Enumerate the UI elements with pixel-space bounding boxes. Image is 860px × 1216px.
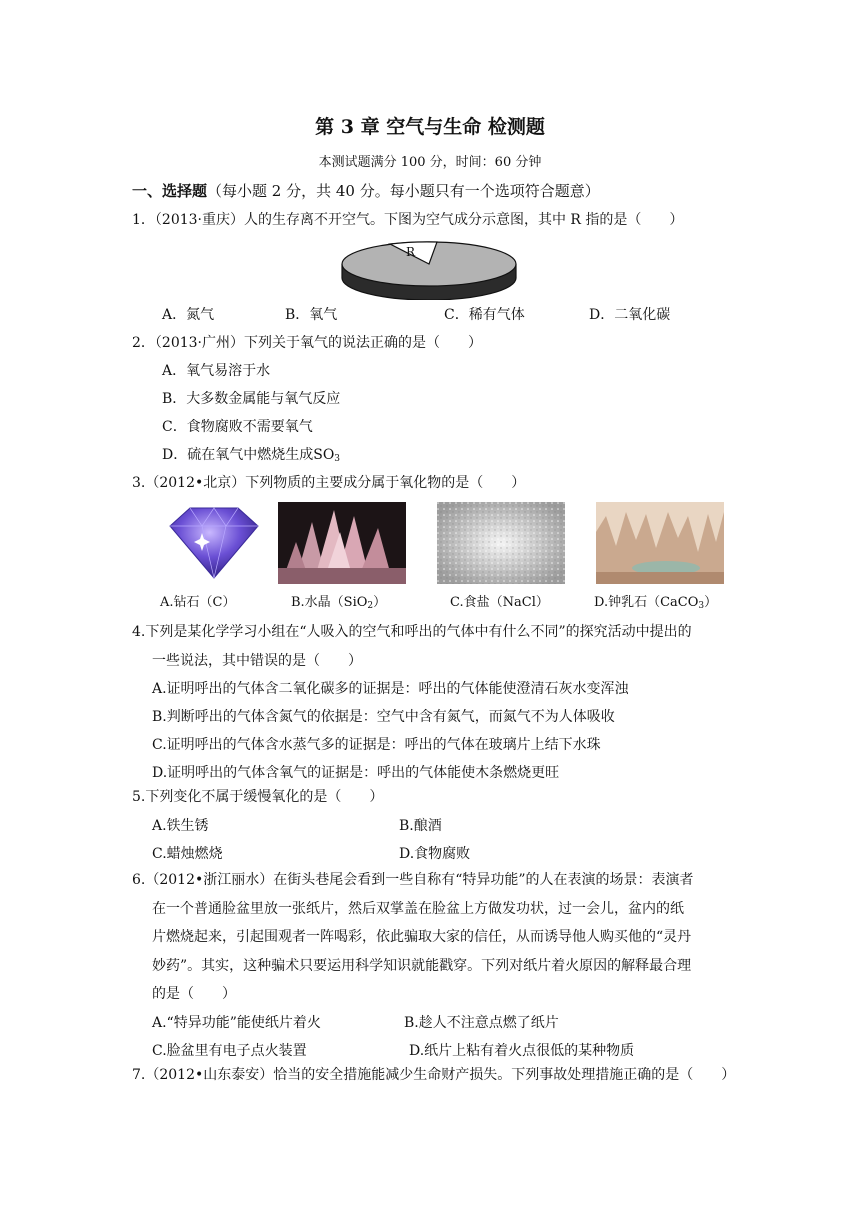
q3-caption-d-subscript: 3	[698, 601, 705, 611]
q4-stem-line2: 一些说法，其中错误的是（ ）	[152, 653, 362, 669]
section-note: （每小题 2 分，共 40 分。每小题只有一个选项符合题意）	[207, 182, 600, 200]
q6-option-d: D.纸片上粘有着火点很低的某种物质	[409, 1043, 635, 1059]
q5-stem: 5.下列变化不属于缓慢氧化的是（ ）	[132, 789, 384, 805]
q2-option-c: C．食物腐败不需要氧气	[162, 419, 313, 435]
page-subtitle: 本测试题满分 100 分，时间：60 分钟	[318, 155, 542, 170]
q4-option-b: B.判断呼出的气体含氮气的依据是：空气中含有氮气，而氮气不为人体吸收	[152, 709, 615, 725]
q3-caption-d	[594, 596, 717, 611]
q4-option-a: A.证明呼出的气体含二氧化碳多的证据是：呼出的气体能使澄清石灰水变浑浊	[152, 681, 629, 697]
air-composition-pie-chart	[338, 236, 520, 300]
q6-option-c: C.脸盆里有电子点火装置	[152, 1043, 307, 1059]
q2-option-d-text: D．硫在氧气中燃烧生成SO	[162, 447, 335, 463]
diamond-photo	[150, 502, 278, 584]
q6-option-b: B.趁人不注意点燃了纸片	[404, 1015, 559, 1031]
q5-option-c: C.蜡烛燃烧	[152, 846, 223, 862]
q5-option-d: D.食物腐败	[399, 846, 471, 862]
q1-option-d: D．二氧化碳	[589, 307, 671, 323]
q3-caption-b-text: B.水晶（SiO	[291, 595, 368, 610]
q3-caption-d-close: ）	[704, 595, 718, 610]
q3-stem: 3.（2012•北京）下列物质的主要成分属于氧化物的是（ ）	[132, 475, 526, 491]
q6-stem-line2: 在一个普通脸盆里放一张纸片，然后双掌盖在脸盆上方做发功状，过一会儿，盆内的纸	[152, 901, 684, 917]
stalactite-photo	[596, 502, 724, 584]
q2-option-a: A．氧气易溶于水	[162, 363, 271, 379]
q1-option-c: C．稀有气体	[444, 307, 525, 323]
q2-option-d	[162, 448, 340, 464]
q1-option-a: A．氮气	[162, 307, 215, 323]
q3-caption-a: A.钻石（C）	[160, 595, 236, 610]
q1-option-b: B．氧气	[285, 307, 338, 323]
q6-option-a: A.“特异功能”能使纸片着火	[152, 1015, 321, 1031]
pie-slice-r-label: R	[406, 245, 416, 259]
q4-stem-line1: 4.下列是某化学学习小组在“人吸入的空气和呼出的气体中有什么不同”的探究活动中提出的	[132, 624, 692, 640]
q2-option-b: B．大多数金属能与氧气反应	[162, 391, 341, 407]
q1-stem: 1．（2013·重庆）人的生存离不开空气。下图为空气成分示意图，其中 R 指的是（ ）	[132, 212, 684, 228]
section-title: 一、选择题	[132, 182, 208, 200]
q3-caption-b-close: ）	[373, 595, 387, 610]
q3-caption-d-text: D.钟乳石（CaCO	[594, 595, 699, 610]
q6-stem-line1: 6.（2012•浙江丽水）在街头巷尾会看到一些自称有“特异功能”的人在表演的场景：表演者	[132, 872, 694, 888]
q3-caption-b-subscript: 2	[367, 601, 374, 611]
q6-stem-line5: 的是（ ）	[152, 986, 236, 1002]
q6-stem-line3: 片燃烧起来，引起围观者一阵喝彩，依此骗取大家的信任，从而诱导他人购买他的“灵丹	[152, 929, 692, 945]
q2-stem: 2．（2013·广州）下列关于氧气的说法正确的是（ ）	[132, 335, 482, 351]
q2-option-d-subscript: 3	[334, 454, 341, 464]
section-heading	[132, 184, 600, 199]
q3-caption-b	[291, 596, 386, 611]
q5-option-a: A.铁生锈	[152, 818, 209, 834]
q5-option-b: B.酿酒	[399, 818, 442, 834]
crystal-photo	[278, 502, 406, 584]
salt-photo	[437, 502, 565, 584]
q6-stem-line4: 妙药”。其实，这种骗术只要运用科学知识就能戳穿。下列对纸片着火原因的解释最合理	[152, 958, 692, 974]
q7-stem: 7.（2012•山东泰安）恰当的安全措施能减少生命财产损失。下列事故处理措施正确的是（ ）	[132, 1067, 736, 1083]
page-title: 第 3 章 空气与生命 检测题	[315, 116, 545, 138]
q4-option-c: C.证明呼出的气体含水蒸气多的证据是：呼出的气体在玻璃片上结下水珠	[152, 737, 601, 753]
q4-option-d: D.证明呼出的气体含氧气的证据是：呼出的气体能使木条燃烧更旺	[152, 765, 560, 781]
q3-caption-c: C.食盐（NaCl）	[450, 595, 549, 610]
